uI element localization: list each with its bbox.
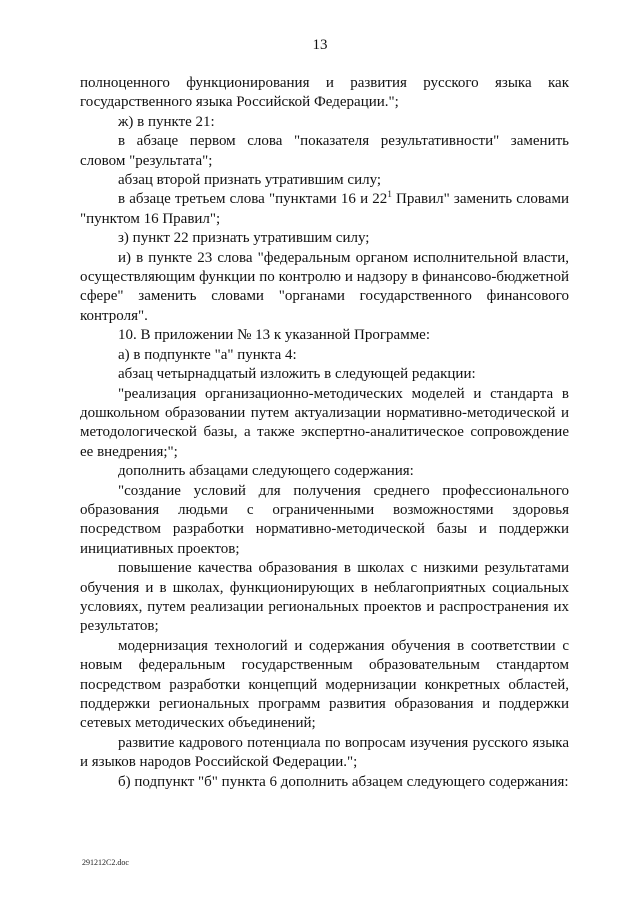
paragraph-item-b: б) подпункт "б" пункта 6 дополнить абзацем следующего содержания: (118, 773, 569, 790)
paragraph-text-after: Правил" заменить словами "пунктом 16 Правил"; (80, 191, 569, 227)
paragraph: повышение качества образования в школах с низкими результатами обучения и в школах, функционирующих в неблагоприятных социальных условиях, путем реализации региональных проектов и распространения их результатов; (80, 560, 569, 635)
paragraph-item-a: а) в подпункте "а" пункта 4: (118, 346, 297, 363)
paragraph-quote: "реализация организационно-методических моделей и стандарта в дошкольном образовании путем актуализации нормативно-методической и методологической базы, а также экспертно-аналитическое сопровождение ее внедрения;"; (80, 385, 569, 460)
paragraph-section-10: 10. В приложении № 13 к указанной Программе: (118, 327, 431, 344)
paragraph-item-i: и) в пункте 23 слова "федеральным органом исполнительной власти, осуществляющим функции по контролю и надзору в финансово-бюджетной сфере" заменить словами "органами государственного финансового контроля". (80, 249, 569, 324)
paragraph: развитие кадрового потенциала по вопросам изучения русского языка и языков народов Российской Федерации."; (80, 734, 569, 771)
page-number: 13 (312, 37, 328, 53)
paragraph: модернизация технологий и содержания обучения в соответствии с новым федеральным государственным образовательным стандартом посредством разработки концепций модернизации конкретных областей, поддержки региональных программ развития образования и поддержки сетевых методических объединений; (80, 637, 569, 732)
document-body (80, 74, 569, 792)
paragraph-item-zh: ж) в пункте 21: (118, 113, 215, 130)
paragraph: абзац четырнадцатый изложить в следующей редакции: (118, 366, 476, 383)
paragraph: абзац второй признать утратившим силу; (118, 172, 382, 189)
superscript: 1 (387, 189, 392, 200)
paragraph-item-z: з) пункт 22 признать утратившим силу; (118, 230, 370, 247)
footer-doc-code: 291212C2.doc (82, 858, 129, 867)
paragraph-quote: "создание условий для получения среднего профессионального образования людьми с ограниченными возможностями здоровья посредством разработки нормативно-методической базы и поддержки инициативных проектов; (80, 482, 569, 557)
paragraph: в абзаце первом слова "показателя результативности" заменить словом "результата"; (80, 133, 569, 169)
paragraph-continuation: полноценного функционирования и развития русского языка как государственного языка Российской Федерации."; (80, 75, 569, 111)
paragraph: дополнить абзацами следующего содержания: (118, 463, 414, 480)
paragraph-with-superscript (80, 190, 569, 229)
paragraph-text-before: в абзаце третьем слова "пунктами 16 и 22 (118, 191, 388, 208)
